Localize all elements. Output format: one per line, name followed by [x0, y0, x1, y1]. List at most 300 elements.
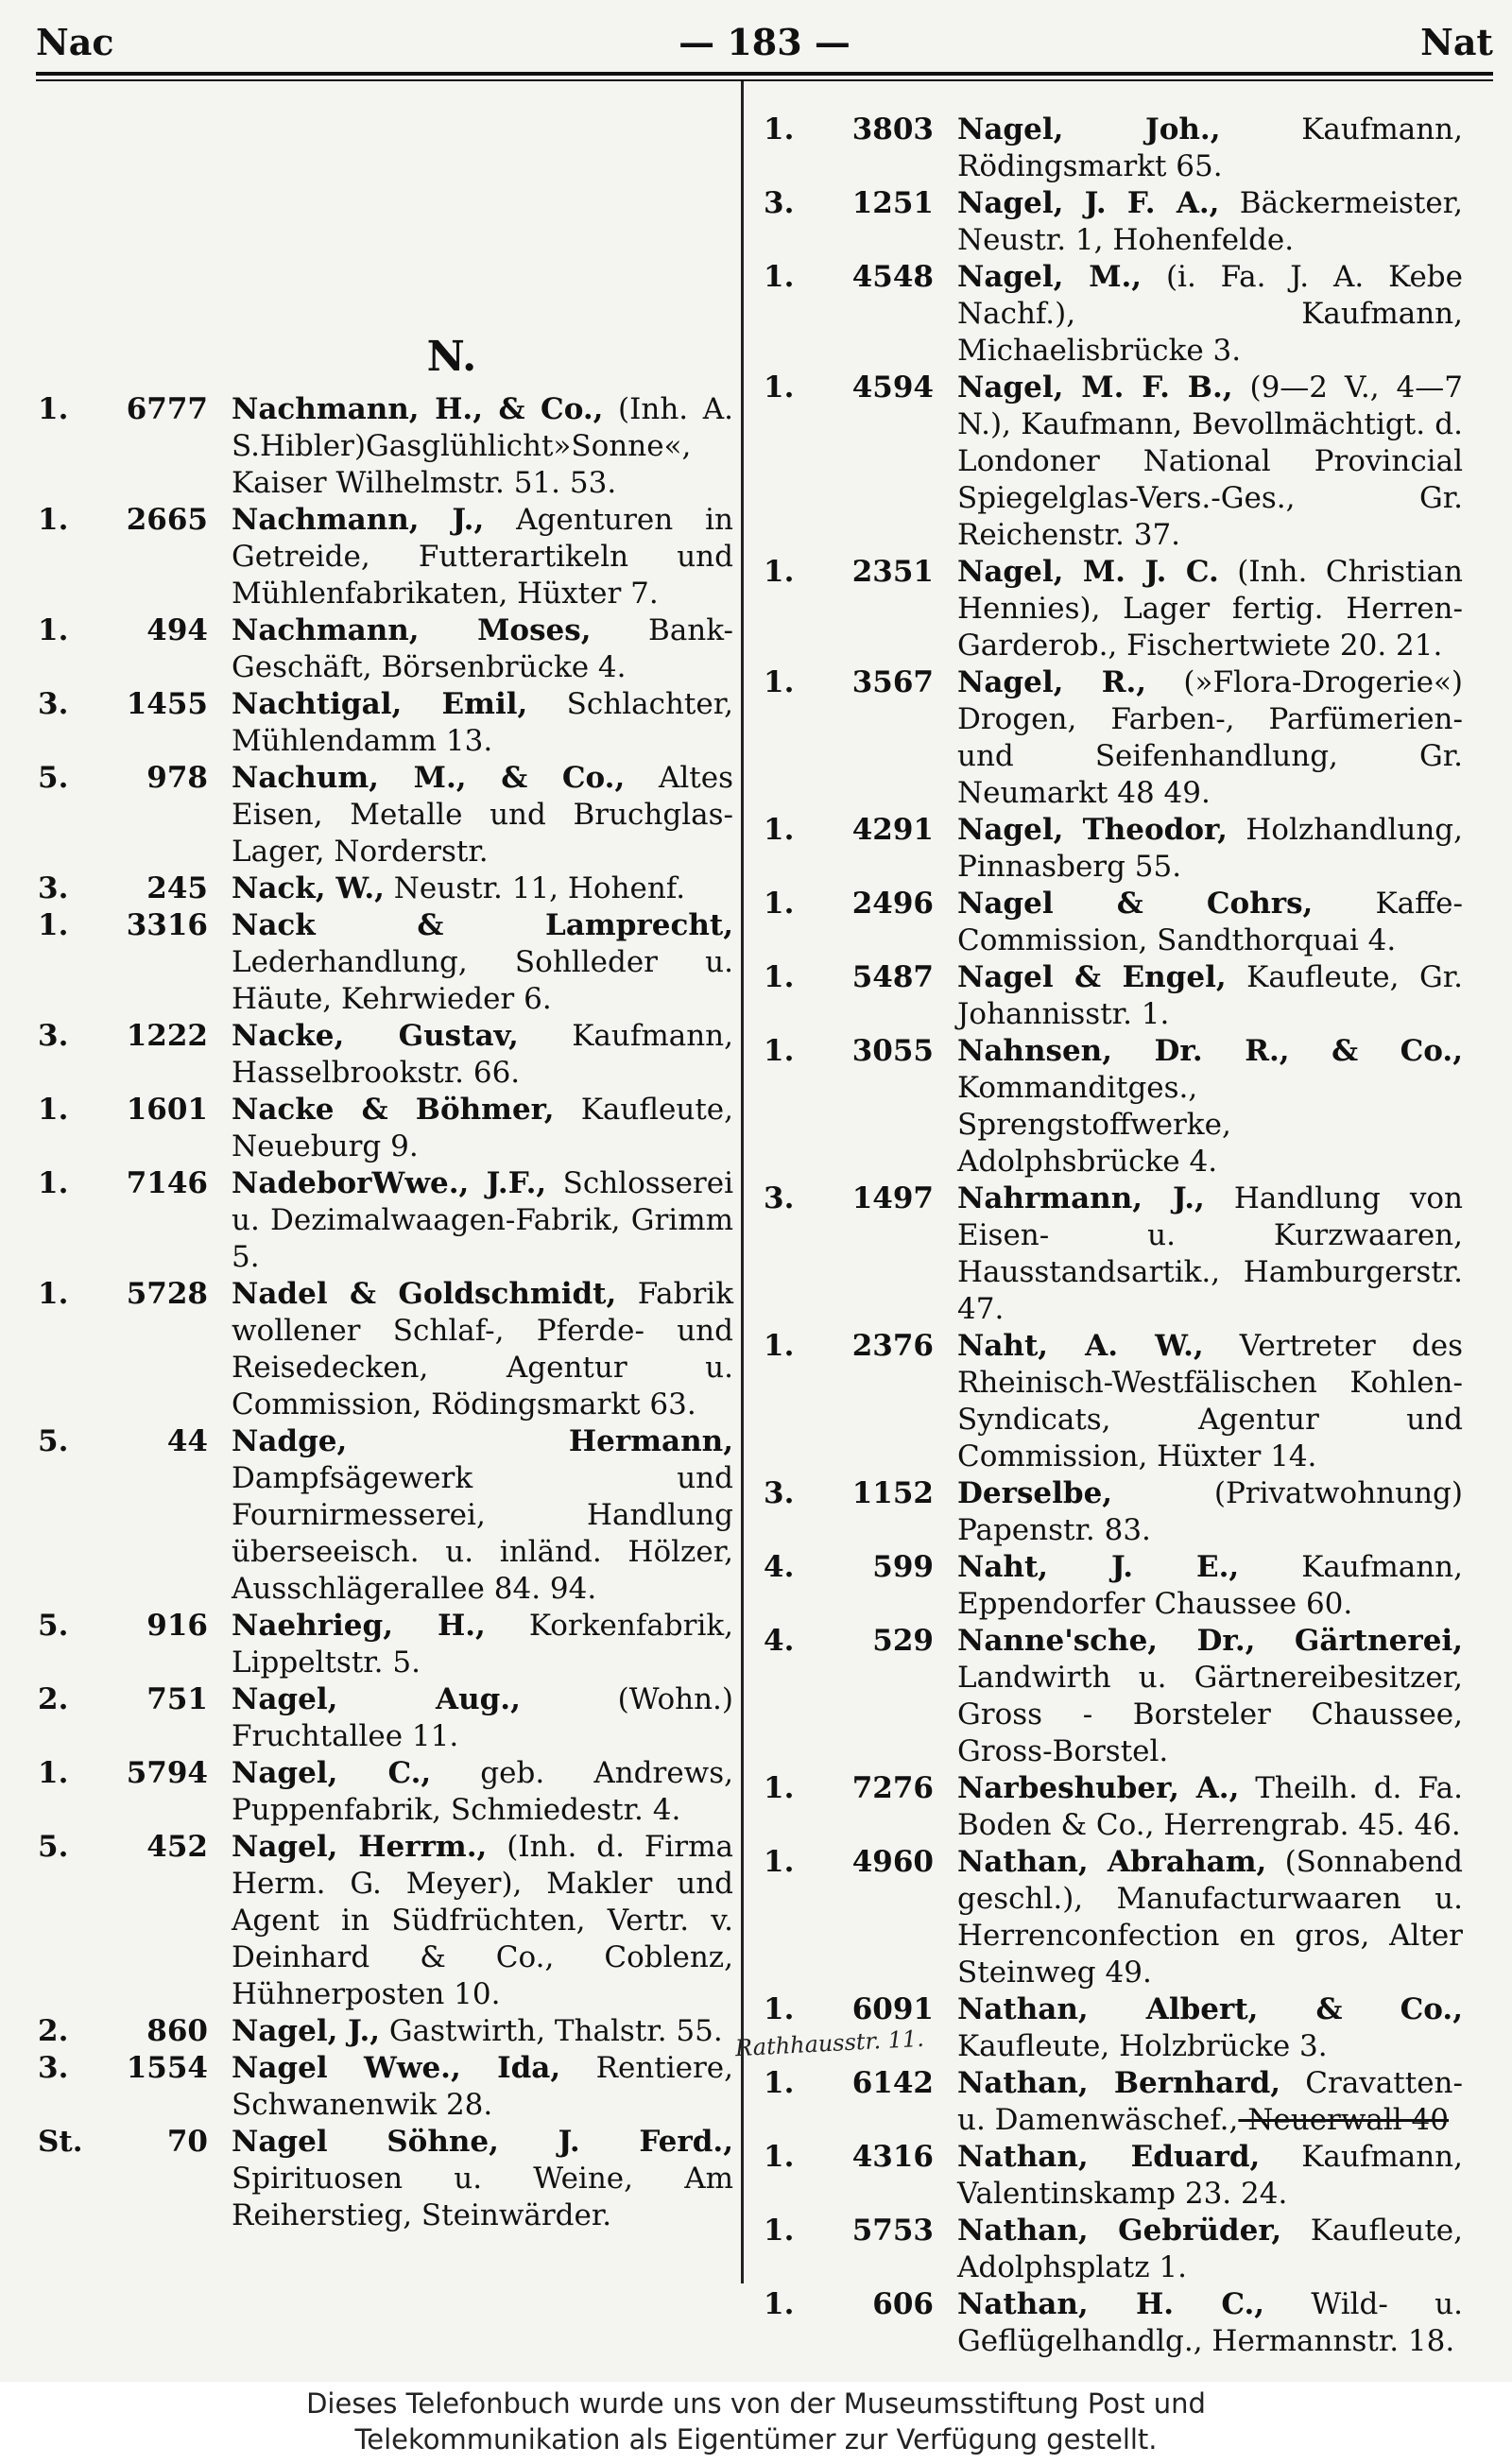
exchange-code: 1.: [764, 2140, 795, 2174]
directory-entry: [764, 1549, 1463, 1623]
phone-number: [38, 1681, 232, 1755]
exchange-code: 1.: [764, 1771, 795, 1805]
entry-name: Nagel Wwe., Ida,: [232, 2051, 561, 2085]
phone-number: [38, 1423, 232, 1608]
exchange-code: 1.: [764, 1034, 795, 1068]
directory-entry: [764, 2065, 1463, 2139]
phone-number: [38, 760, 232, 870]
directory-entry: [38, 1018, 733, 1092]
entry-name: Nachum, M., & Co.,: [232, 761, 626, 795]
directory-entry: [764, 1328, 1463, 1475]
line-number: 5728: [126, 1277, 208, 1311]
line-number: 7146: [126, 1166, 208, 1200]
phone-number: [764, 1844, 957, 1991]
entry-details: Handlung von Eisen- u. Kurzwaaren, Hausstandsartik., Hamburgerstr. 47.: [957, 1181, 1463, 1326]
directory-entry: [764, 1475, 1463, 1549]
entry-name: Narbeshuber, A.,: [957, 1771, 1240, 1805]
line-number: 1251: [851, 186, 934, 220]
entry-name: Nagel, Aug.,: [232, 1682, 521, 1716]
entry-details: Kommanditges., Sprengstoffwerke, Adolphsbrücke 4.: [957, 1071, 1231, 1179]
line-number: 1554: [126, 2051, 208, 2085]
entry-details: Bank-Geschäft, Börsenbrücke 4.: [232, 613, 733, 684]
exchange-code: 5.: [38, 1830, 69, 1864]
phone-number: [38, 1755, 232, 1829]
directory-entry: [764, 259, 1463, 370]
directory-entry: [38, 1276, 733, 1423]
entry-details: Kaffe-Commission, Sandthorquai 4.: [957, 887, 1464, 957]
entry-text: [232, 391, 733, 502]
entry-details: Theilh. d. Fa. Boden & Co., Herrengrab. 45. 46.: [957, 1771, 1463, 1842]
exchange-code: 1.: [38, 503, 69, 537]
phone-number: [764, 259, 957, 370]
line-number: 452: [146, 1830, 208, 1864]
phone-number: [764, 1328, 957, 1475]
entry-details: Dampfsägewerk und Fournirmesserei, Handlung überseeisch. u. inländ. Hölzer, Ausschlägerallee 84. 94.: [232, 1461, 733, 1606]
phone-number: [764, 2286, 957, 2360]
directory-entry: [38, 907, 733, 1018]
exchange-code: 1.: [38, 1166, 69, 1200]
directory-entry: [764, 554, 1463, 664]
exchange-code: 1.: [764, 665, 795, 699]
exchange-code: 1.: [764, 2287, 795, 2321]
line-number: 2496: [851, 887, 934, 921]
entry-text: [957, 2286, 1463, 2360]
directory-entry: [764, 2139, 1463, 2213]
directory-entry: [38, 502, 733, 612]
exchange-code: 1.: [38, 1277, 69, 1311]
entry-text: [232, 612, 733, 686]
directory-entry: [38, 870, 733, 907]
entry-text: [232, 1755, 733, 1829]
phone-number: [38, 502, 232, 612]
line-number: 70: [166, 2125, 208, 2159]
line-number: 3316: [126, 908, 208, 942]
exchange-code: 3.: [38, 871, 69, 905]
entry-details: Kaufleute, Neueburg 9.: [232, 1093, 734, 1163]
entry-name: Nahnsen, Dr. R., & Co.,: [957, 1034, 1463, 1068]
line-number: 494: [146, 613, 208, 647]
exchange-code: 3.: [764, 186, 795, 220]
entry-text: [957, 959, 1463, 1033]
directory-entry: [764, 112, 1463, 185]
directory-entry: [764, 2286, 1463, 2360]
entry-name: Nagel, Joh.,: [957, 112, 1221, 146]
exchange-code: 4.: [764, 1624, 795, 1658]
entry-text: [232, 907, 733, 1018]
entry-name: Nack, W.,: [232, 871, 385, 905]
entry-text: [232, 1423, 733, 1608]
line-number: 978: [146, 761, 208, 795]
line-number: 1152: [851, 1476, 934, 1510]
struck-address: Neuerwall 40: [1238, 2103, 1450, 2137]
entry-name: Nanne'sche, Dr., Gärtnerei,: [957, 1624, 1463, 1658]
directory-entry: [38, 760, 733, 870]
line-number: 245: [146, 871, 208, 905]
directory-entry: [38, 1755, 733, 1829]
entry-details: Kaufleute, Adolphsplatz 1.: [957, 2214, 1463, 2284]
directory-entry: [764, 812, 1463, 886]
footer-line-2: Telekommunikation als Eigentümer zur Verfügung gestellt.: [354, 2423, 1158, 2455]
phone-number: [764, 2139, 957, 2213]
entry-text: [957, 2065, 1463, 2139]
exchange-code: 1.: [38, 1756, 69, 1790]
entry-details: Spirituosen u. Weine, Am Reiherstieg, Steinwärder.: [232, 2162, 733, 2232]
entry-name: Naht, J. E.,: [957, 1550, 1240, 1584]
phone-number: [38, 870, 232, 907]
entry-details: Kaufmann, Eppendorfer Chaussee 60.: [957, 1550, 1463, 1621]
exchange-code: 1.: [764, 1845, 795, 1879]
line-number: 2665: [126, 503, 208, 537]
phone-number: [764, 1549, 957, 1623]
directory-entry: [38, 2050, 733, 2124]
right-column: [764, 112, 1463, 2360]
entry-details: Kaufmann, Valentinskamp 23. 24.: [957, 2140, 1463, 2211]
exchange-code: 3.: [38, 1019, 69, 1053]
exchange-code: 3.: [38, 687, 69, 721]
entry-text: [232, 760, 733, 870]
phone-number: [38, 1608, 232, 1681]
line-number: 44: [166, 1424, 208, 1458]
phone-number: [38, 1276, 232, 1423]
exchange-code: 1.: [764, 555, 795, 589]
directory-entry: [38, 391, 733, 502]
directory-entry: [764, 1770, 1463, 1844]
directory-entry: [38, 2124, 733, 2234]
phone-number: [764, 2065, 957, 2139]
entry-name: Naht, A. W.,: [957, 1329, 1204, 1363]
line-number: 1455: [126, 687, 208, 721]
entry-details: (Wohn.) Fruchtallee 11.: [232, 1682, 733, 1753]
entry-details: Schlosserei u. Dezimalwaagen-Fabrik, Grimm 5.: [232, 1166, 733, 1274]
line-number: 751: [146, 1682, 208, 1716]
phone-number: [38, 2050, 232, 2124]
phone-number: [764, 2213, 957, 2286]
entry-details: geb. Andrews, Puppenfabrik, Schmiedestr. 4.: [232, 1756, 733, 1827]
line-number: 606: [872, 2287, 934, 2321]
directory-entry: [764, 664, 1463, 812]
line-number: 4316: [851, 2140, 934, 2174]
entry-text: [957, 1180, 1463, 1328]
line-number: 1222: [126, 1019, 208, 1053]
entry-name: Nadge, Hermann,: [232, 1424, 733, 1458]
directory-entry: [764, 1844, 1463, 1991]
entry-details: Vertreter des Rheinisch-Westfälischen Kohlen-Syndicats, Agentur und Commission, Hüxter 14.: [957, 1329, 1463, 1473]
entry-text: [232, 686, 733, 760]
entry-name: Naehrieg, H.,: [232, 1609, 486, 1643]
entry-name: Nagel, Herrm.,: [232, 1830, 488, 1864]
page-number: — 183 —: [679, 21, 850, 63]
entry-name: Nagel & Cohrs,: [957, 887, 1314, 921]
entry-name: Nathan, Albert, & Co.,: [957, 1992, 1463, 2026]
directory-entry: [38, 1829, 733, 2013]
phone-number: [764, 1475, 957, 1549]
entry-details: Bäckermeister, Neustr. 1, Hohenfelde.: [957, 186, 1463, 257]
phone-number: [38, 1829, 232, 2013]
entry-name: Nagel, M.,: [957, 260, 1143, 294]
page-header: [36, 21, 1493, 68]
directory-entry: [764, 185, 1463, 259]
directory-entry: [38, 2013, 733, 2050]
line-number: 860: [146, 2014, 208, 2048]
footer: [0, 2382, 1512, 2464]
entry-text: [957, 664, 1463, 812]
directory-entry: [764, 1623, 1463, 1770]
entry-details: Schlachter, Mühlendamm 13.: [232, 687, 733, 758]
line-number: 2351: [851, 555, 934, 589]
line-number: 916: [146, 1609, 208, 1643]
exchange-code: 3.: [764, 1476, 795, 1510]
line-number: 1497: [851, 1181, 934, 1215]
entry-name: Nachtigal, Emil,: [232, 687, 528, 721]
entry-details: (Sonnabend geschl.), Manufacturwaaren u. Herrenconfection en gros, Alter Steinweg 49.: [957, 1845, 1463, 1990]
entry-name: Nagel, R.,: [957, 665, 1147, 699]
phone-number: [38, 2013, 232, 2050]
phone-number: [764, 886, 957, 959]
exchange-code: 1.: [764, 1992, 795, 2026]
exchange-code: 1.: [764, 370, 795, 405]
entry-details: (i. Fa. J. A. Kebe Nachf.), Kaufmann, Michaelisbrücke 3.: [957, 260, 1463, 368]
exchange-code: 1.: [764, 960, 795, 994]
entry-text: [957, 812, 1463, 886]
line-number: 4291: [851, 813, 934, 847]
phone-number: [764, 959, 957, 1033]
left-column: [38, 113, 733, 2234]
phone-number: [38, 907, 232, 1018]
entry-name: Nathan, Gebrüder,: [957, 2214, 1282, 2248]
entry-details: Wild- u. Geflügelhandlg., Hermannstr. 18.: [957, 2287, 1464, 2358]
directory-entry: [38, 1681, 733, 1755]
phone-number: [764, 1180, 957, 1328]
phone-number: [764, 112, 957, 185]
directory-entry: [38, 686, 733, 760]
column-divider: [741, 81, 744, 2283]
directory-entry: [764, 959, 1463, 1033]
exchange-code: 1.: [38, 392, 69, 426]
line-number: 5753: [851, 2214, 934, 2248]
phone-number: [764, 185, 957, 259]
footer-line-1: Dieses Telefonbuch wurde uns von der Museumsstiftung Post und: [306, 2387, 1206, 2420]
entry-text: [957, 185, 1463, 259]
exchange-code: 1.: [764, 112, 795, 146]
section-letter: N.: [426, 333, 477, 381]
entry-name: Nagel, M. J. C.: [957, 555, 1219, 589]
exchange-code: 1.: [764, 2066, 795, 2100]
exchange-code: 5.: [38, 1609, 69, 1643]
entry-details: (Inh. A. S.Hibler)Gasglühlicht»Sonne«, Kaiser Wilhelmstr. 51. 53.: [232, 392, 733, 500]
directory-entry: [38, 1423, 733, 1608]
entry-details: Fabrik wollener Schlaf-, Pferde- und Reisedecken, Agentur u. Commission, Rödingsmarkt 63.: [232, 1277, 733, 1422]
entry-details: (9—2 V., 4—7 N.), Kaufmann, Bevollmächtigt. d. Londoner National Provincial Spiegelglas-Vers.-Ges., Gr. Reichenstr. 37.: [957, 370, 1463, 552]
entry-name: Nagel, J. F. A.,: [957, 186, 1220, 220]
entry-text: [957, 112, 1463, 185]
exchange-code: 2.: [38, 2014, 69, 2048]
phone-number: [38, 1165, 232, 1276]
entry-text: [957, 1549, 1463, 1623]
phone-number: [38, 686, 232, 760]
line-number: 6091: [851, 1992, 934, 2026]
entry-details: Kaufmann, Hasselbrookstr. 66.: [232, 1019, 733, 1090]
entry-name: Nacke, Gustav,: [232, 1019, 519, 1053]
entry-name: Nadel & Goldschmidt,: [232, 1277, 617, 1311]
entry-details: Landwirth u. Gärtnereibesitzer, Gross - Borsteler Chaussee, Gross-Borstel.: [957, 1661, 1463, 1768]
exchange-code: 1.: [764, 1329, 795, 1363]
entry-details: Lederhandlung, Sohlleder u. Häute, Kehrwieder 6.: [232, 945, 733, 1016]
entry-details: Korkenfabrik, Lippeltstr. 5.: [232, 1609, 733, 1680]
phone-number: [38, 2124, 232, 2234]
line-number: 4960: [851, 1845, 934, 1879]
exchange-code: 5.: [38, 761, 69, 795]
entry-text: [232, 2050, 733, 2124]
entry-details: Holzhandlung, Pinnasberg 55.: [957, 813, 1463, 884]
line-number: 6142: [851, 2066, 934, 2100]
header-rule-thick: [36, 72, 1493, 76]
entry-details: Gastwirth, Thalstr. 55.: [380, 2014, 723, 2048]
entry-details: (»Flora-Drogerie«) Drogen, Farben-, Parfümerien- und Seifenhandlung, Gr. Neumarkt 48 49.: [957, 665, 1463, 810]
directory-entry: [38, 1165, 733, 1276]
directory-entry: [764, 1180, 1463, 1328]
line-number: 4548: [851, 260, 934, 294]
entry-name: Nathan, H. C.,: [957, 2287, 1265, 2321]
header-left: Nac: [36, 21, 114, 63]
entry-text: [957, 1991, 1463, 2065]
line-number: 3567: [851, 665, 934, 699]
entry-text: [957, 1328, 1463, 1475]
entry-name: Nachmann, H., & Co.,: [232, 392, 604, 426]
line-number: 2376: [851, 1329, 934, 1363]
entry-name: Nachmann, Moses,: [232, 613, 592, 647]
phone-number: [38, 1092, 232, 1165]
directory-entry: [38, 1092, 733, 1165]
exchange-code: 1.: [764, 813, 795, 847]
entry-name: Nack & Lamprecht,: [232, 908, 733, 942]
exchange-code: 2.: [38, 1682, 69, 1716]
directory-entry: [38, 1608, 733, 1681]
exchange-code: 1.: [764, 887, 795, 921]
line-number: 3055: [851, 1034, 934, 1068]
phone-number: [764, 664, 957, 812]
entry-name: NadeborWwe., J.F.,: [232, 1166, 547, 1200]
phone-number: [764, 554, 957, 664]
line-number: 4594: [851, 370, 934, 405]
exchange-code: 5.: [38, 1424, 69, 1458]
line-number: 529: [872, 1624, 934, 1658]
phone-number: [38, 612, 232, 686]
entry-details: Rentiere, Schwanenwik 28.: [232, 2051, 733, 2122]
exchange-code: 4.: [764, 1550, 795, 1584]
exchange-code: 1.: [38, 613, 69, 647]
entry-text: [232, 1092, 733, 1165]
entry-name: Nathan, Abraham,: [957, 1845, 1267, 1879]
phone-number: [764, 1770, 957, 1844]
directory-entry: [764, 370, 1463, 554]
entry-text: [232, 870, 733, 907]
entry-text: [957, 370, 1463, 554]
exchange-code: 3.: [38, 2051, 69, 2085]
header-rule-thin: [36, 79, 1493, 81]
entry-text: [957, 1770, 1463, 1844]
entry-name: Nahrmann, J.,: [957, 1181, 1205, 1215]
entry-text: [957, 886, 1463, 959]
handwritten-note: Rathhausstr. 11.: [734, 2025, 925, 2062]
entry-text: [957, 554, 1463, 664]
entry-text: [232, 1681, 733, 1755]
directory-entry: [764, 886, 1463, 959]
entry-text: [232, 2124, 733, 2234]
exchange-code: 1.: [38, 1093, 69, 1127]
entry-text: [957, 1033, 1463, 1180]
entry-details: Cravatten- u. Damenwäschef.,: [957, 2066, 1463, 2137]
entry-details: (Inh. d. Firma Herm. G. Meyer), Makler und Agent in Südfrüchten, Vertr. v. Deinhard & Co., Coblenz, Hühnerposten 10.: [232, 1830, 733, 2011]
entry-text: [232, 2013, 733, 2050]
entry-text: [957, 1475, 1463, 1549]
line-number: 7276: [851, 1771, 934, 1805]
exchange-code: 1.: [764, 2214, 795, 2248]
entry-text: [957, 2213, 1463, 2286]
phone-number: [38, 391, 232, 502]
exchange-code: 3.: [764, 1181, 795, 1215]
phone-number: [764, 370, 957, 554]
entry-text: [232, 1608, 733, 1681]
directory-entry: [764, 2213, 1463, 2286]
entry-name: Nachmann, J.,: [232, 503, 485, 537]
entry-text: [957, 1844, 1463, 1991]
line-number: 5794: [126, 1756, 208, 1790]
line-number: 6777: [126, 392, 208, 426]
entry-name: Nacke & Böhmer,: [232, 1093, 555, 1127]
entry-text: [232, 1018, 733, 1092]
header-right: Nat: [1420, 21, 1493, 63]
line-number: 599: [872, 1550, 934, 1584]
entry-name: Nathan, Eduard,: [957, 2140, 1261, 2174]
exchange-code: St.: [38, 2125, 83, 2159]
entry-details: Altes Eisen, Metalle und Bruchglas-Lager, Norderstr.: [232, 761, 733, 869]
entry-name: Nagel, Theodor,: [957, 813, 1228, 847]
line-number: 1601: [126, 1093, 208, 1127]
entry-name: Nagel, M. F. B.,: [957, 370, 1233, 405]
entry-details: (Inh. Christian Hennies), Lager fertig. Herren-Garderob., Fischertwiete 20. 21.: [957, 555, 1463, 663]
entry-name: Nagel, C.,: [232, 1756, 432, 1790]
phone-number: [764, 1033, 957, 1180]
line-number: 3803: [851, 112, 934, 146]
phone-number: [764, 812, 957, 886]
entry-details: Kaufleute, Gr. Johannisstr. 1.: [957, 960, 1463, 1031]
entry-name: Nagel Söhne, J. Ferd.,: [232, 2125, 733, 2159]
entry-name: Nathan, Bernhard,: [957, 2066, 1281, 2100]
entry-details: Kaufmann, Rödingsmarkt 65.: [957, 112, 1463, 183]
directory-entry: [38, 612, 733, 686]
exchange-code: 1.: [764, 260, 795, 294]
phone-number: [38, 1018, 232, 1092]
directory-entry: [764, 1033, 1463, 1180]
entry-text: [957, 2139, 1463, 2213]
entry-details: Kaufleute, Holzbrücke 3.: [957, 2029, 1328, 2063]
entry-text: [232, 502, 733, 612]
entry-name: Derselbe,: [957, 1476, 1113, 1510]
exchange-code: 1.: [38, 908, 69, 942]
entry-name: Nagel & Engel,: [957, 960, 1227, 994]
entry-text: [957, 1623, 1463, 1770]
phone-number: [764, 1623, 957, 1770]
entry-details: (Privatwohnung) Papenstr. 83.: [957, 1476, 1463, 1547]
line-number: 5487: [851, 960, 934, 994]
entry-details: Agenturen in Getreide, Futterartikeln und Mühlenfabrikaten, Hüxter 7.: [232, 503, 734, 611]
entry-text: [957, 259, 1463, 370]
entry-text: [232, 1829, 733, 2013]
entry-text: [232, 1165, 733, 1276]
entry-name: Nagel, J.,: [232, 2014, 381, 2048]
entry-details: Neustr. 11, Hohenf.: [384, 871, 686, 905]
entry-text: [232, 1276, 733, 1423]
